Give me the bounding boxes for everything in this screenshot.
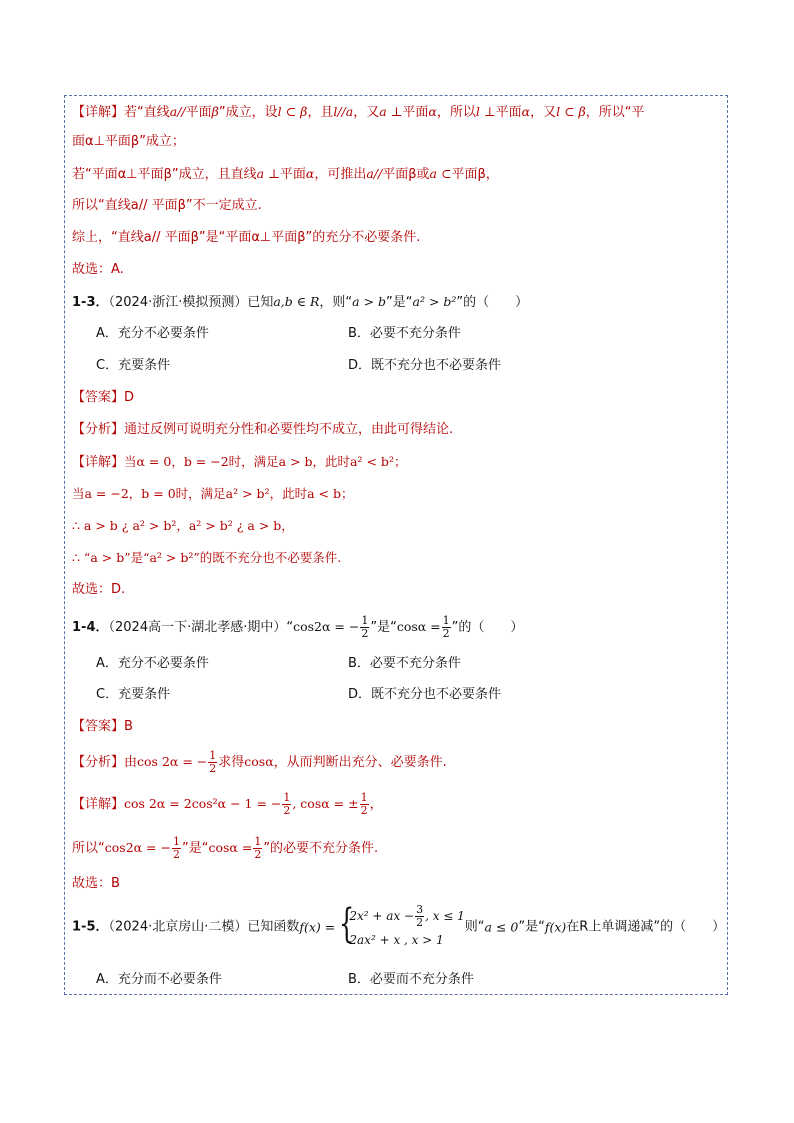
fraction: $\frac{1}{2}$ [442,614,450,640]
option-b: B．必要不充分条件 [348,326,461,341]
piecewise-function: { 2x² + ax − $\frac{3}{2}$ , x ≤ 1 2ax² + x , x > 1 [339,901,465,947]
option-a: A．充分不必要条件 [96,326,209,341]
answer-line: 【答案】B [72,719,133,734]
question-number: 1-5． [72,919,109,935]
detail-line-4: 所以“直线a// 平面β”不一定成立. [72,198,262,213]
question-1-3-stem: 1-3．（2024·浙江·模拟预测）已知a,b ∈ R，则“a > b”是“a² > b²”的（ ） [72,294,529,310]
analysis-line: 【分析】通过反例可说明充分性和必要性均不成立，由此可得结论. [72,422,454,437]
fraction: $\frac{1}{2}$ [254,835,262,861]
option-c: C．充要条件 [96,358,171,373]
fraction: $\frac{1}{2}$ [172,835,180,861]
detail-line: ∴ a > b ¿ a² > b²，a² > b² ¿ a > b， [72,518,294,533]
detail-line-1: 【详解】若“直线a//平面β”成立，设l ⊂ β，且l//a，又a ⊥平面α，所以l ⊥平面α，又l ⊂ β，所以“平 [72,104,645,120]
detail-line-2: 面α⊥平面β”成立； [72,134,185,149]
option-b: B．必要而不充分条件 [348,972,474,987]
option-b: B．必要不充分条件 [348,656,461,671]
fraction: $\frac{1}{2}$ [361,614,369,640]
detail-tag: 【详解】 [72,105,125,120]
detail-line: 【详解】cos 2α = 2cos²α − 1 = − $\frac{1}{2}$ , cosα = ± $\frac{1}{2}$ ， [72,791,383,817]
option-c: C．充要条件 [96,687,171,702]
detail-line: 当a = −2，b = 0时，满足a² > b²，此时a < b； [72,486,354,501]
analysis-line: 【分析】由cos 2α = − $\frac{1}{2}$ 求得cosα，从而判断出充分、必要条件. [72,749,447,775]
option-d: D．既不充分也不必要条件 [348,687,502,702]
option-a: A．充分而不必要条件 [96,972,222,987]
detail-line: ∴ “a > b”是“a² > b²”的既不充分也不必要条件. [72,550,342,565]
detail-line: 【详解】当α = 0，b = −2时，满足a > b，此时a² < b²； [72,454,407,470]
option-a: A．充分不必要条件 [96,656,209,671]
option-d: D．既不充分也不必要条件 [348,358,502,373]
detail-line: 所以“cos2α = − $\frac{1}{2}$ ”是“cosα = $\frac{1}{2}$ ”的必要不充分条件. [72,835,379,861]
choice-line: 故选：A. [72,262,124,277]
question-number: 1-4． [72,620,109,635]
question-1-4-stem: 1-4．（2024高一下·湖北孝感·期中）“cos2α = − $\frac{1}{2}$ ”是“cosα = $\frac{1}{2}$ ”的（ ） [72,614,524,640]
choice-line: 故选：D. [72,582,126,597]
fraction: $\frac{1}{2}$ [283,791,291,817]
question-number: 1-3． [72,295,109,310]
detail-line-5: 综上，“直线a// 平面β”是“平面α⊥平面β”的充分不必要条件. [72,230,421,245]
detail-line-3: 若“平面α⊥平面β”成立，且直线a ⊥平面α，可推出a//平面β或a ⊂平面β， [72,166,499,182]
fraction: $\frac{1}{2}$ [209,749,217,775]
question-1-5-stem: 1-5．（2024·北京房山·二模）已知函数f(x) = { 2x² + ax − $\frac{3}{2}$ , x ≤ 1 2ax² + x , x > 1 则“a ≤ 0”是“f(x)在R上单调递减”的（ ） [72,904,725,954]
choice-line: 故选：B [72,876,120,891]
brace-glyph: { [339,901,355,947]
fraction: $\frac{1}{2}$ [360,791,368,817]
answer-line: 【答案】D [72,390,135,405]
